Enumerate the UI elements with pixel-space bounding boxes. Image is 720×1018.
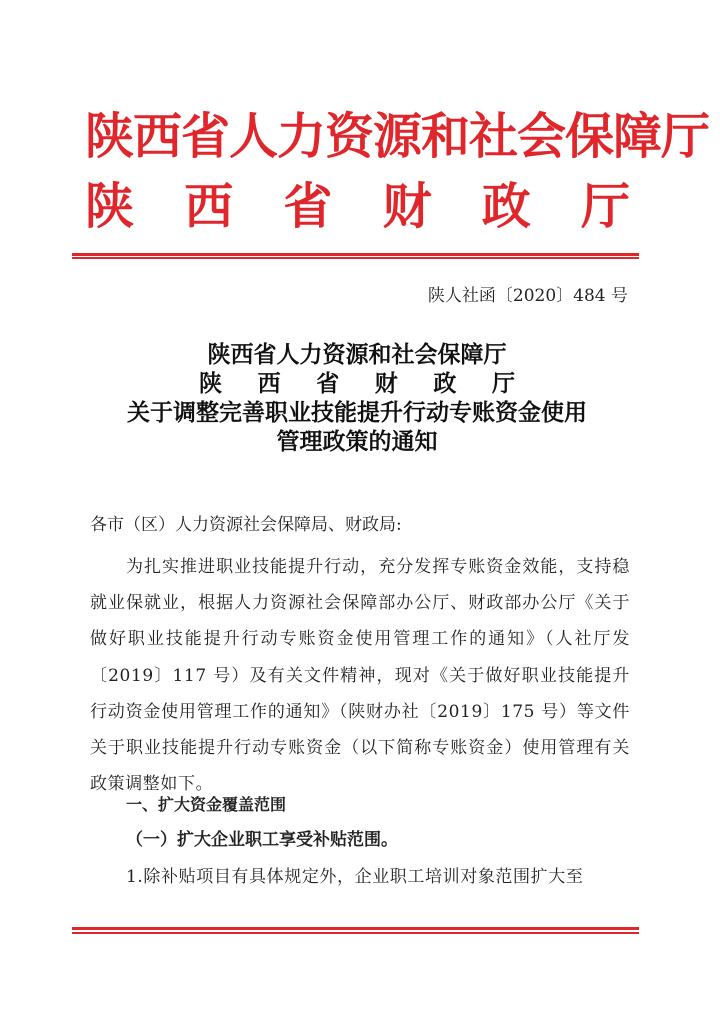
letterhead-org-2-char: 西 bbox=[184, 177, 234, 235]
title-line: 陕西省人力资源和社会保障厅 bbox=[207, 341, 507, 368]
document-number: 陕人社函〔2020〕484 号 bbox=[427, 286, 628, 306]
subsection-heading: （一）扩大企业职工享受补贴范围。 bbox=[126, 830, 398, 850]
document-title bbox=[72, 340, 642, 456]
title-line: 关于调整完善职业技能提升行动专账资金使用 bbox=[127, 399, 587, 426]
addressee: 各市（区）人力资源社会保障局、财政局: bbox=[90, 515, 402, 535]
letterhead-org-2 bbox=[85, 178, 630, 234]
body-paragraph: 为扎实推进职业技能提升行动，充分发挥专账资金效能，支持稳就业保就业，根据人力资源社会保障部办公厅、财政部办公厅《关于做好职业技能提升行动专账资金使用管理工作的通知》（人社厅发〔2019〕117 号）及有关文件精神，现对《关于做好职业技能提升行动资金使用管理工作的通知》（陕财办社〔2019〕175 号）等文件关于职业技能提升行动专账资金（以下简称专账资金）使用管理有关政策调整如下。 bbox=[90, 557, 630, 795]
letterhead-org-2-char: 陕 bbox=[85, 177, 135, 235]
letterhead-org-2-char: 政 bbox=[481, 177, 531, 235]
title-char: 财 bbox=[374, 370, 398, 397]
title-line bbox=[199, 369, 515, 398]
letterhead-divider bbox=[72, 253, 639, 256]
letterhead-org-2-char: 财 bbox=[382, 177, 432, 235]
title-char: 陕 bbox=[199, 370, 222, 397]
title-line: 管理政策的通知 bbox=[276, 428, 438, 455]
letterhead-org-2-char: 省 bbox=[283, 177, 333, 235]
title-char: 政 bbox=[433, 370, 457, 397]
letterhead-org-1: 陕西省人力资源和社会保障厅 bbox=[85, 107, 710, 165]
letterhead-org-2-char: 厅 bbox=[580, 177, 630, 235]
title-char: 省 bbox=[316, 370, 340, 397]
footer-divider bbox=[72, 932, 639, 934]
footer-divider bbox=[72, 927, 639, 930]
section-heading: 一、扩大资金覆盖范围 bbox=[126, 795, 287, 814]
body-item: 1.除补贴项目有具体规定外，企业职工培训对象范围扩大至 bbox=[126, 867, 584, 887]
letterhead-divider bbox=[72, 257, 639, 259]
title-char: 厅 bbox=[491, 370, 515, 397]
title-char: 西 bbox=[257, 370, 281, 397]
